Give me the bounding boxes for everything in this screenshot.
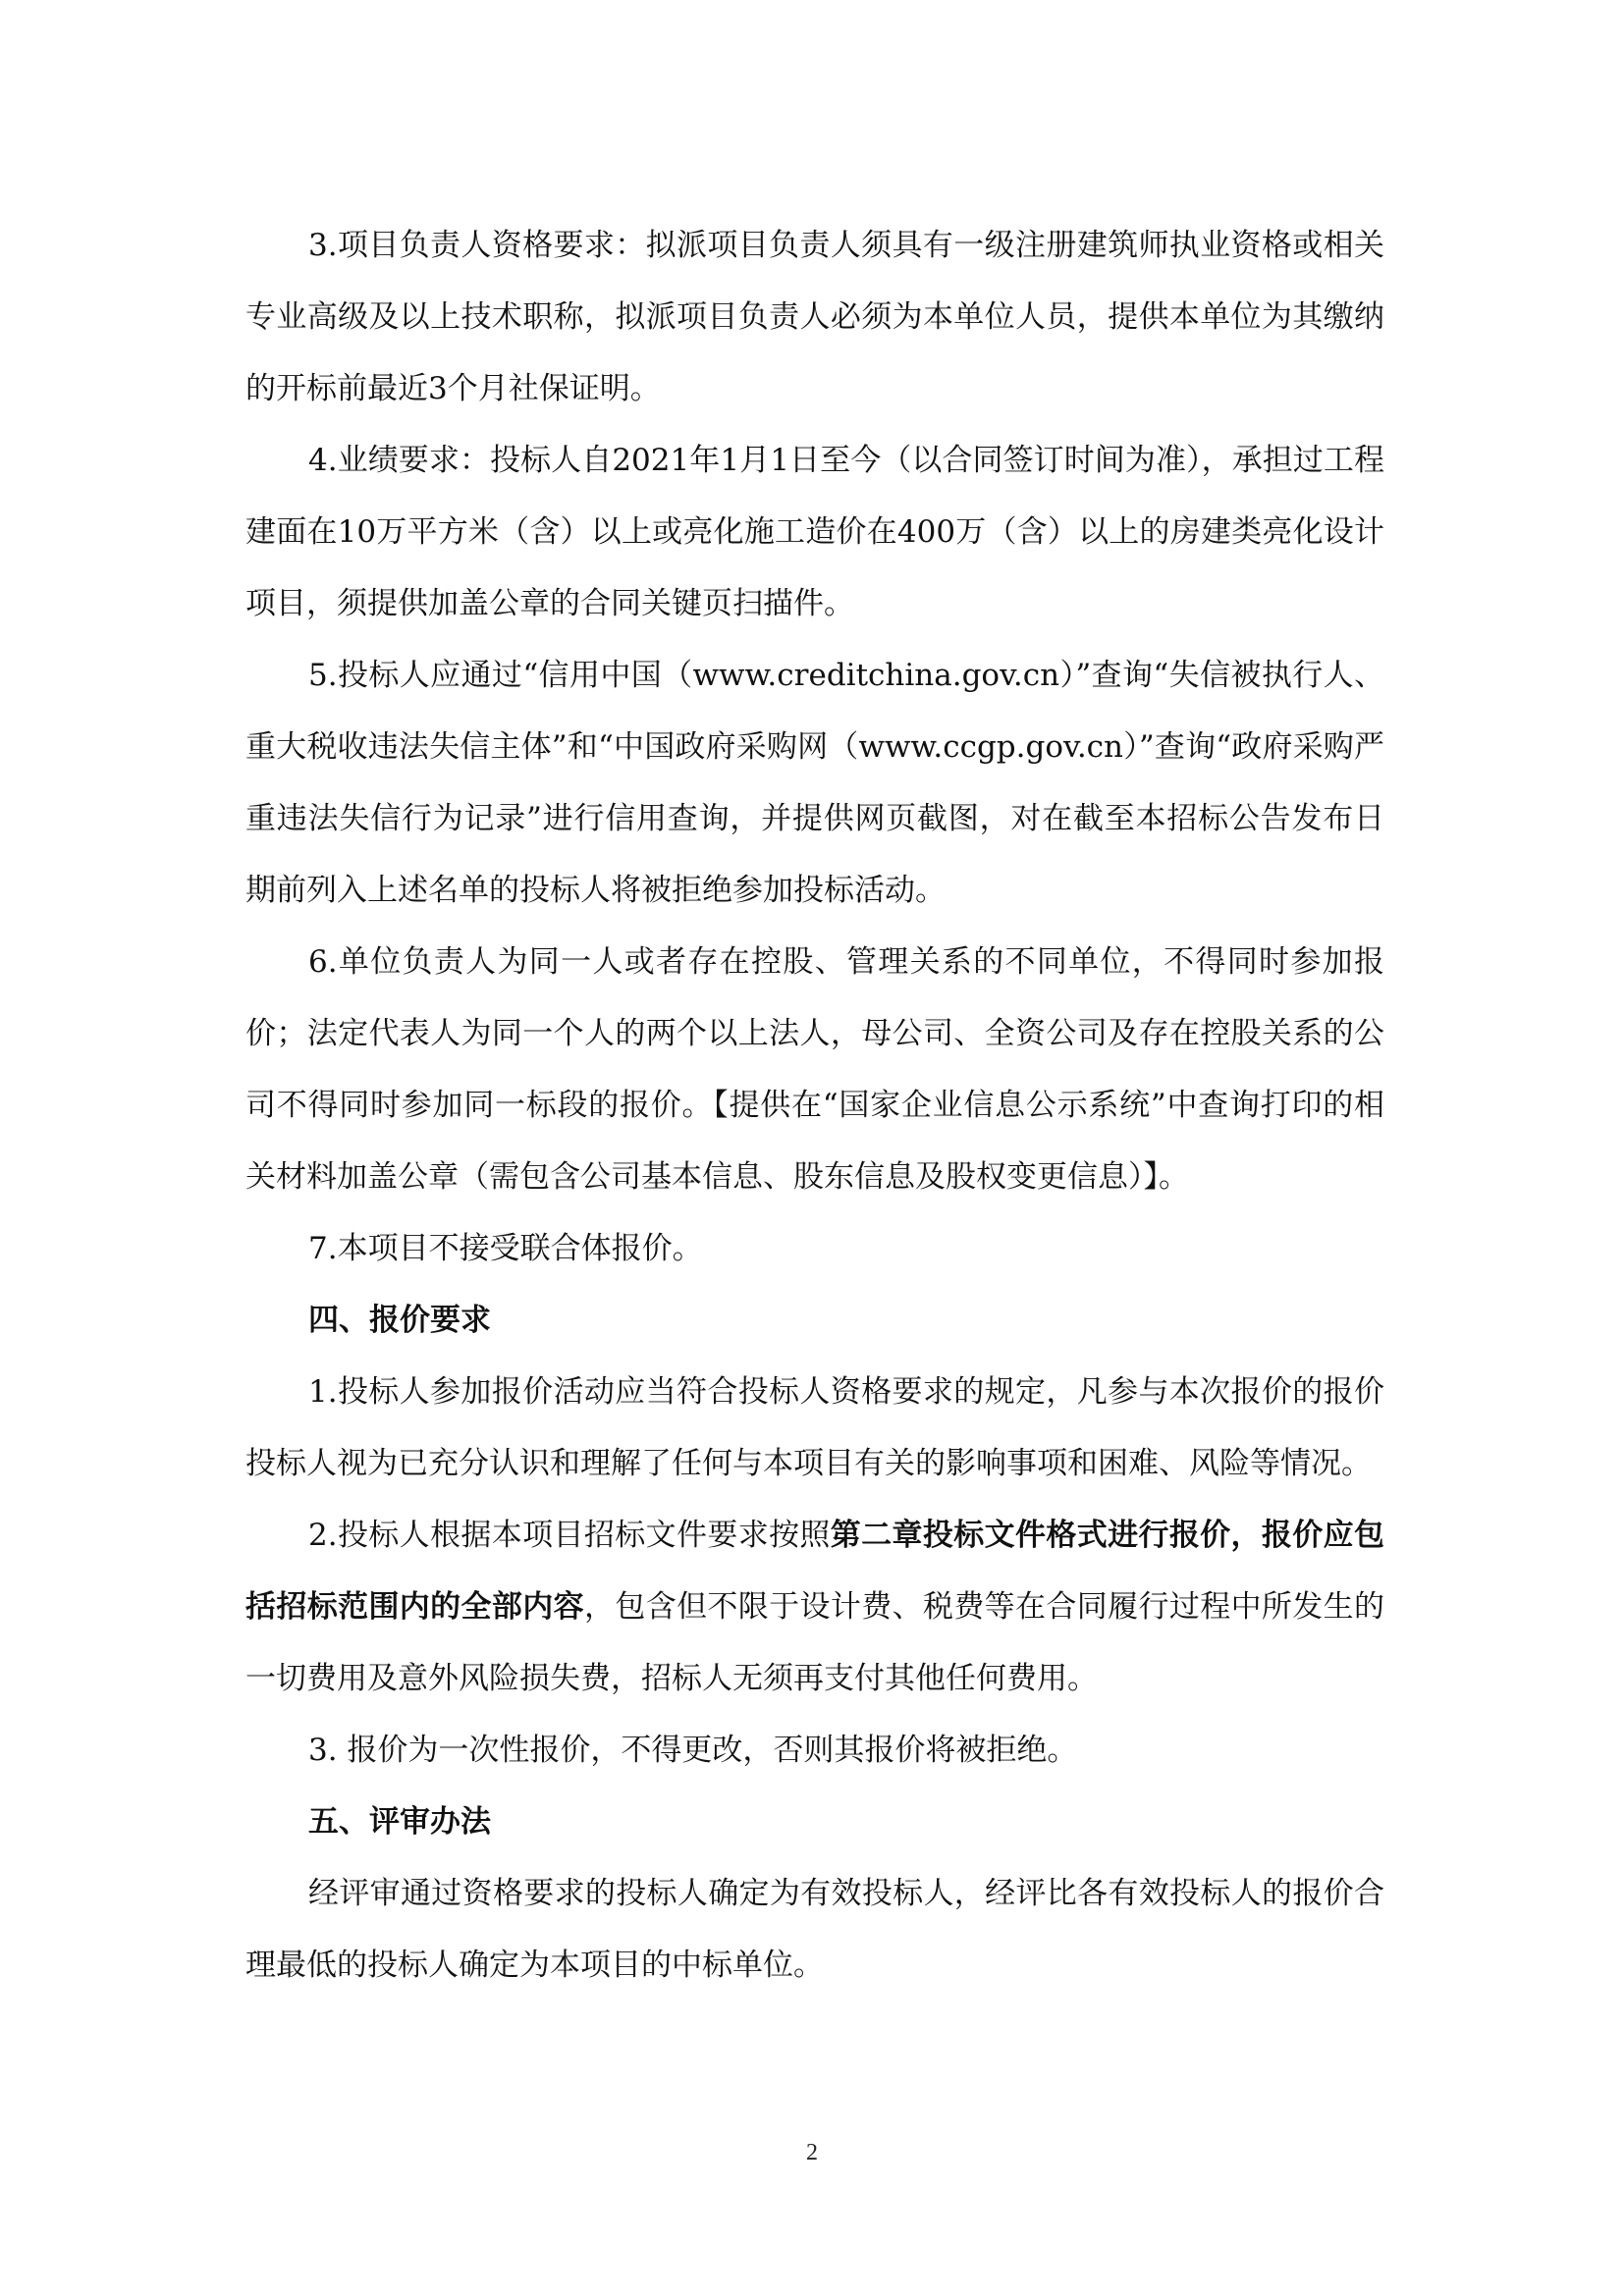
paragraph-performance-requirements: 4.业绩要求：投标人自2021年1月1日至今（以合同签订时间为准），承担过工程建面在10万平方米（含）以上或亮化施工造价在400万（含）以上的房建类亮化设计项目，须提供加盖公章的合同关键页扫描件。 — [245, 443, 1384, 621]
paragraph-credit-check: 5.投标人应通过“信用中国（www.creditchina.gov.cn）”查询“失信被执行人、重大税收违法失信主体”和“中国政府采购网（www.ccgp.gov.cn）”查询“政府采购严重违法失信行为记录”进行信用查询，并提供网页截图，对在截至本招标公告发布日期前列入上述名单的投标人将被拒绝参加投标活动。 — [245, 658, 1384, 908]
paragraph-evaluation-method: 经评审通过资格要求的投标人确定为有效投标人，经评比各有效投标人的报价合理最低的投标人确定为本项目的中标单位。 — [245, 1876, 1384, 1983]
section-heading-quotation-requirements: 四、报价要求 — [308, 1303, 491, 1338]
paragraph-related-entities: 6.单位负责人为同一人或者存在控股、管理关系的不同单位，不得同时参加报价；法定代表人为同一个人的两个以上法人，母公司、全资公司及存在控股关系的公司不得同时参加同一标段的报价。【提供在“国家企业信息公示系统”中查询打印的相关材料加盖公章（需包含公司基本信息、股东信息及股权变更信息）】。 — [245, 944, 1384, 1195]
page-number: 2 — [806, 2140, 818, 2165]
paragraph-quotation-eligibility: 1.投标人参加报价活动应当符合投标人资格要求的规定，凡参与本次报价的报价投标人视为已充分认识和理解了任何与本项目有关的影响事项和困难、风险等情况。 — [245, 1374, 1384, 1481]
paragraph-one-time-quotation: 3. 报价为一次性报价，不得更改，否则其报价将被拒绝。 — [308, 1733, 1078, 1768]
section-heading-evaluation-method: 五、评审办法 — [308, 1804, 491, 1840]
document-body — [245, 210, 1384, 2002]
paragraph-no-consortium: 7.本项目不接受联合体报价。 — [308, 1231, 703, 1266]
quotation-format-prefix: 2.投标人根据本项目招标文件要求按照 — [308, 1518, 831, 1553]
quotation-format-suffix: ，包含但不限于设计费、税费等在合同履行过程中所发生的一切费用及意外风险损失费，招标人无须再支付其他任何费用。 — [245, 1589, 1385, 1696]
paragraph-quotation-format — [245, 1500, 1384, 1715]
quotation-format-emphasis: 第二章投标文件格式进行报价，报价应包括招标范围内的全部内容 — [245, 1518, 1385, 1625]
paragraph-project-leader-requirements: 3.项目负责人资格要求：拟派项目负责人须具有一级注册建筑师执业资格或相关专业高级及以上技术职称，拟派项目负责人必须为本单位人员，提供本单位为其缴纳的开标前最近3个月社保证明。 — [245, 228, 1384, 406]
